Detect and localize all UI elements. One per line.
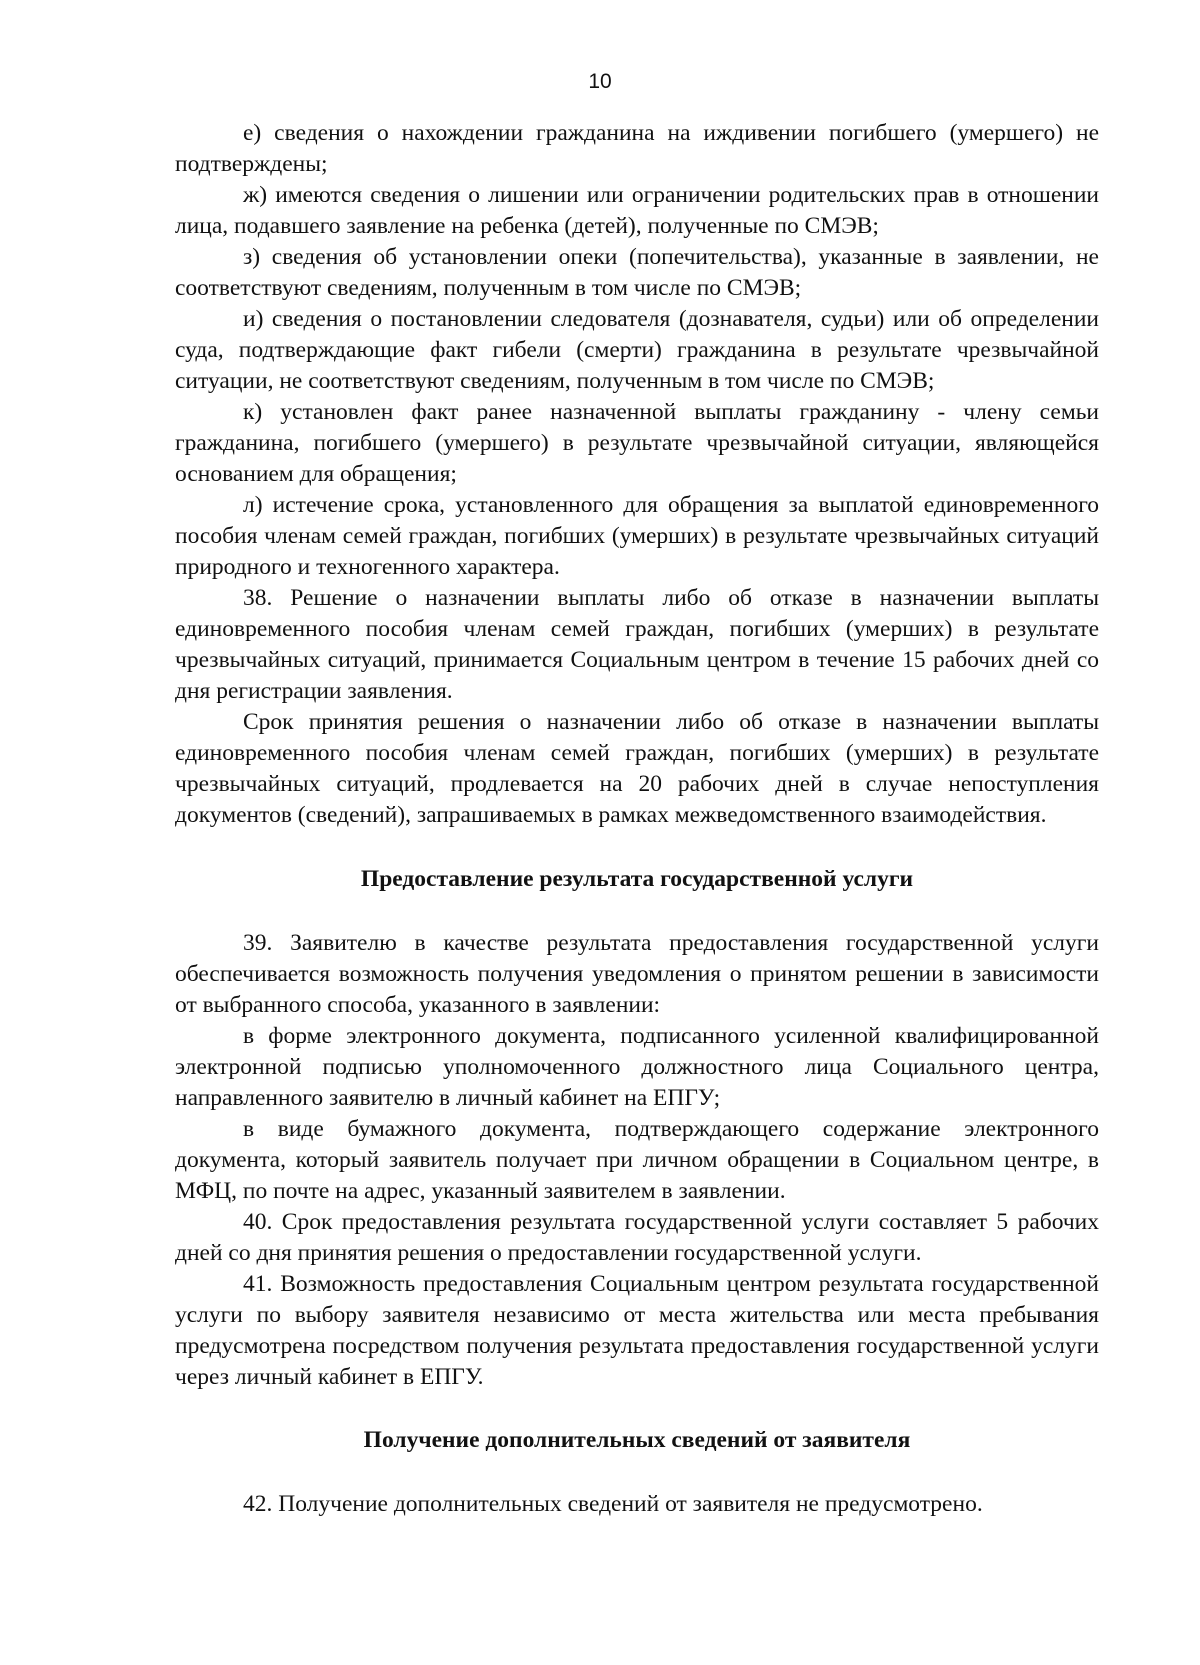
paragraph-k: к) установлен факт ранее назначенной выплаты гражданину - члену семьи гражданина, погибшего (умершего) в результате чрезвычайной ситуации, являющейся основанием для обращения;: [175, 399, 1099, 487]
paragraph-41: 41. Возможность предоставления Социальным центром результата государственной услуги по выбору заявителя независимо от места жительства или места пребывания предусмотрена посредством получения результата предоставления государственной услуги через личный кабинет в ЕПГУ.: [175, 1271, 1099, 1390]
document-body: [175, 118, 1099, 1520]
paragraph-z: з) сведения об установлении опеки (попечительства), указанные в заявлении, не соответствуют сведениям, полученным в том числе по СМЭВ;: [175, 244, 1099, 301]
paragraph-i: и) сведения о постановлении следователя (дознавателя, судьи) или об определении суда, подтверждающие факт гибели (смерти) гражданина в результате чрезвычайной ситуации, не соответствуют сведениям, полученным в том числе по СМЭВ;: [175, 306, 1099, 394]
page-number: 10: [588, 70, 612, 93]
paragraph-e: е) сведения о нахождении гражданина на иждивении погибшего (умершего) не подтверждены;: [175, 120, 1099, 177]
paragraph-electronic-form: в форме электронного документа, подписанного усиленной квалифицированной электронной подписью уполномоченного должностного лица Социального центра, направленного заявителю в личный кабинет на ЕПГУ;: [175, 1023, 1099, 1111]
section-heading-result: Предоставление результата государственной услуги: [360, 866, 914, 892]
section-heading-additional-info: Получение дополнительных сведений от заявителя: [363, 1427, 911, 1453]
paragraph-l: л) истечение срока, установленного для обращения за выплатой единовременного пособия членам семей граждан, погибших (умерших) в результате чрезвычайных ситуаций природного и техногенного характера.: [175, 492, 1099, 580]
paragraph-39: 39. Заявителю в качестве результата предоставления государственной услуги обеспечивается возможность получения уведомления о принятом решении в зависимости от выбранного способа, указанного в заявлении:: [175, 930, 1099, 1018]
paragraph-zh: ж) имеются сведения о лишении или ограничении родительских прав в отношении лица, подавшего заявление на ребенка (детей), полученные по СМЭВ;: [175, 182, 1099, 239]
paragraph-40: 40. Срок предоставления результата государственной услуги составляет 5 рабочих дней со дня принятия решения о предоставлении государственной услуги.: [175, 1209, 1099, 1266]
paragraph-deadline-extension: Срок принятия решения о назначении либо об отказе в назначении выплаты единовременного пособия членам семей граждан, погибших (умерших) в результате чрезвычайных ситуаций, продлевается на 20 рабочих дней в случае непоступления документов (сведений), запрашиваемых в рамках межведомственного взаимодействия.: [175, 709, 1099, 828]
paragraph-42: 42. Получение дополнительных сведений от заявителя не предусмотрено.: [243, 1491, 983, 1517]
paragraph-38: 38. Решение о назначении выплаты либо об отказе в назначении выплаты единовременного пособия членам семей граждан, погибших (умерших) в результате чрезвычайных ситуаций, принимается Социальным центром в течение 15 рабочих дней со дня регистрации заявления.: [175, 585, 1099, 704]
paragraph-paper-form: в виде бумажного документа, подтверждающего содержание электронного документа, который заявитель получает при личном обращении в Социальном центре, в МФЦ, по почте на адрес, указанный заявителем в заявлении.: [175, 1116, 1099, 1204]
